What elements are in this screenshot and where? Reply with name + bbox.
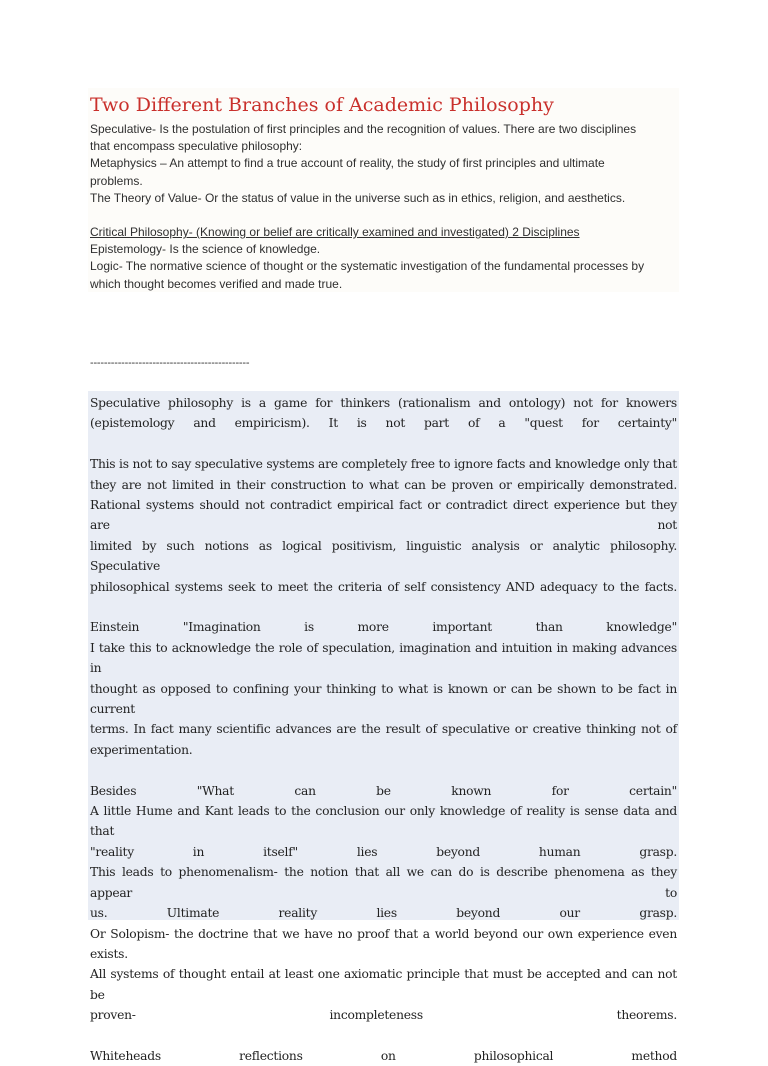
branches-summary-section <box>88 88 679 292</box>
essay-p4-line-2: A little Hume and Kant leads to the conclusion our only knowledge of reality is sense data and that <box>90 804 677 839</box>
speculative-line-1: Speculative- Is the postulation of first principles and the recognition of values. There are two disciplines <box>90 122 637 136</box>
essay-p3-line-2: I take this to acknowledge the role of speculation, imagination and intuition in making advances in <box>90 640 677 676</box>
essay-p4-line-4: This leads to phenomenalism- the notion that all we can do is describe phenomena as they appear to <box>90 865 677 900</box>
essay-p3-line-3: thought as opposed to confining your thinking to what is known or can be shown to be fact in current <box>90 681 677 717</box>
whitehead-heading-line: Whiteheads reflections on philosophical method <box>90 1048 677 1063</box>
theory-of-value-line: The Theory of Value- Or the status of value in the universe such as in ethics, religion, and aesthetics. <box>90 190 626 205</box>
essay-p4-line-3: "reality in itself" lies beyond human grasp. <box>90 844 677 859</box>
metaphysics-line-1: Metaphysics – An attempt to find a true account of reality, the study of first principles and ultimate <box>90 156 605 171</box>
essay-p3-line-4: terms. In fact many scientific advances are the result of speculative or creative thinking not of <box>90 722 677 737</box>
epistemology-line: Epistemology- Is the science of knowledge. <box>90 242 321 257</box>
essay-p1-line-1: Speculative philosophy is a game for thinkers (rationalism and ontology) not for knowers <box>90 396 677 410</box>
besides-heading-line: Besides "What can be known for certain" <box>90 783 677 798</box>
einstein-quote-line: Einstein "Imagination is more important than knowledge" <box>90 620 677 635</box>
essay-p4-line-6: Or Solopism- the doctrine that we have no proof that a world beyond our own experience even exists. <box>90 926 677 961</box>
critical-philosophy-heading: Critical Philosophy- (Knowing or belief are critically examined and investigated) 2 Disciplines <box>90 225 580 240</box>
metaphysics-line-2: problems. <box>90 173 143 188</box>
dashed-divider: ---------------------------------------------- <box>90 357 250 369</box>
essay-p4-line-7: All systems of thought entail at least one axiomatic principle that must be accepted and can not be <box>90 967 677 1002</box>
speculative-line-2: that encompass speculative philosophy: <box>90 139 303 154</box>
essay-p2-line-3: Rational systems should not contradict empirical fact or contradict direct experience but they are not <box>90 498 677 533</box>
speculative-essay-section <box>88 391 679 1063</box>
logic-line-1: Logic- The normative science of thought or the systematic investigation of the fundamental processes by <box>90 259 645 274</box>
essay-p3-line-5: experimentation. <box>90 742 193 757</box>
essay-p1-line-2: (epistemology and empiricism). It is not part of a "quest for certainty" <box>90 416 677 431</box>
essay-p2-line-1: This is not to say speculative systems are completely free to ignore facts and knowledge only that <box>90 457 677 472</box>
essay-p2-line-2: they are not limited in their construction to what can be proven or empirically demonstrated. <box>90 477 677 492</box>
logic-line-2: which thought becomes verified and made true. <box>90 276 343 291</box>
essay-p4-line-5: us. Ultimate reality lies beyond our grasp. <box>90 906 677 921</box>
essay-p2-line-4: limited by such notions as logical positivism, linguistic analysis or analytic philosophy. Speculative <box>90 538 677 574</box>
essay-p4-line-8: proven- incompleteness theorems. <box>90 1008 677 1023</box>
essay-p2-line-5: philosophical systems seek to meet the criteria of self consistency AND adequacy to the facts. <box>90 579 677 594</box>
page-title: Two Different Branches of Academic Philosophy <box>90 94 554 116</box>
